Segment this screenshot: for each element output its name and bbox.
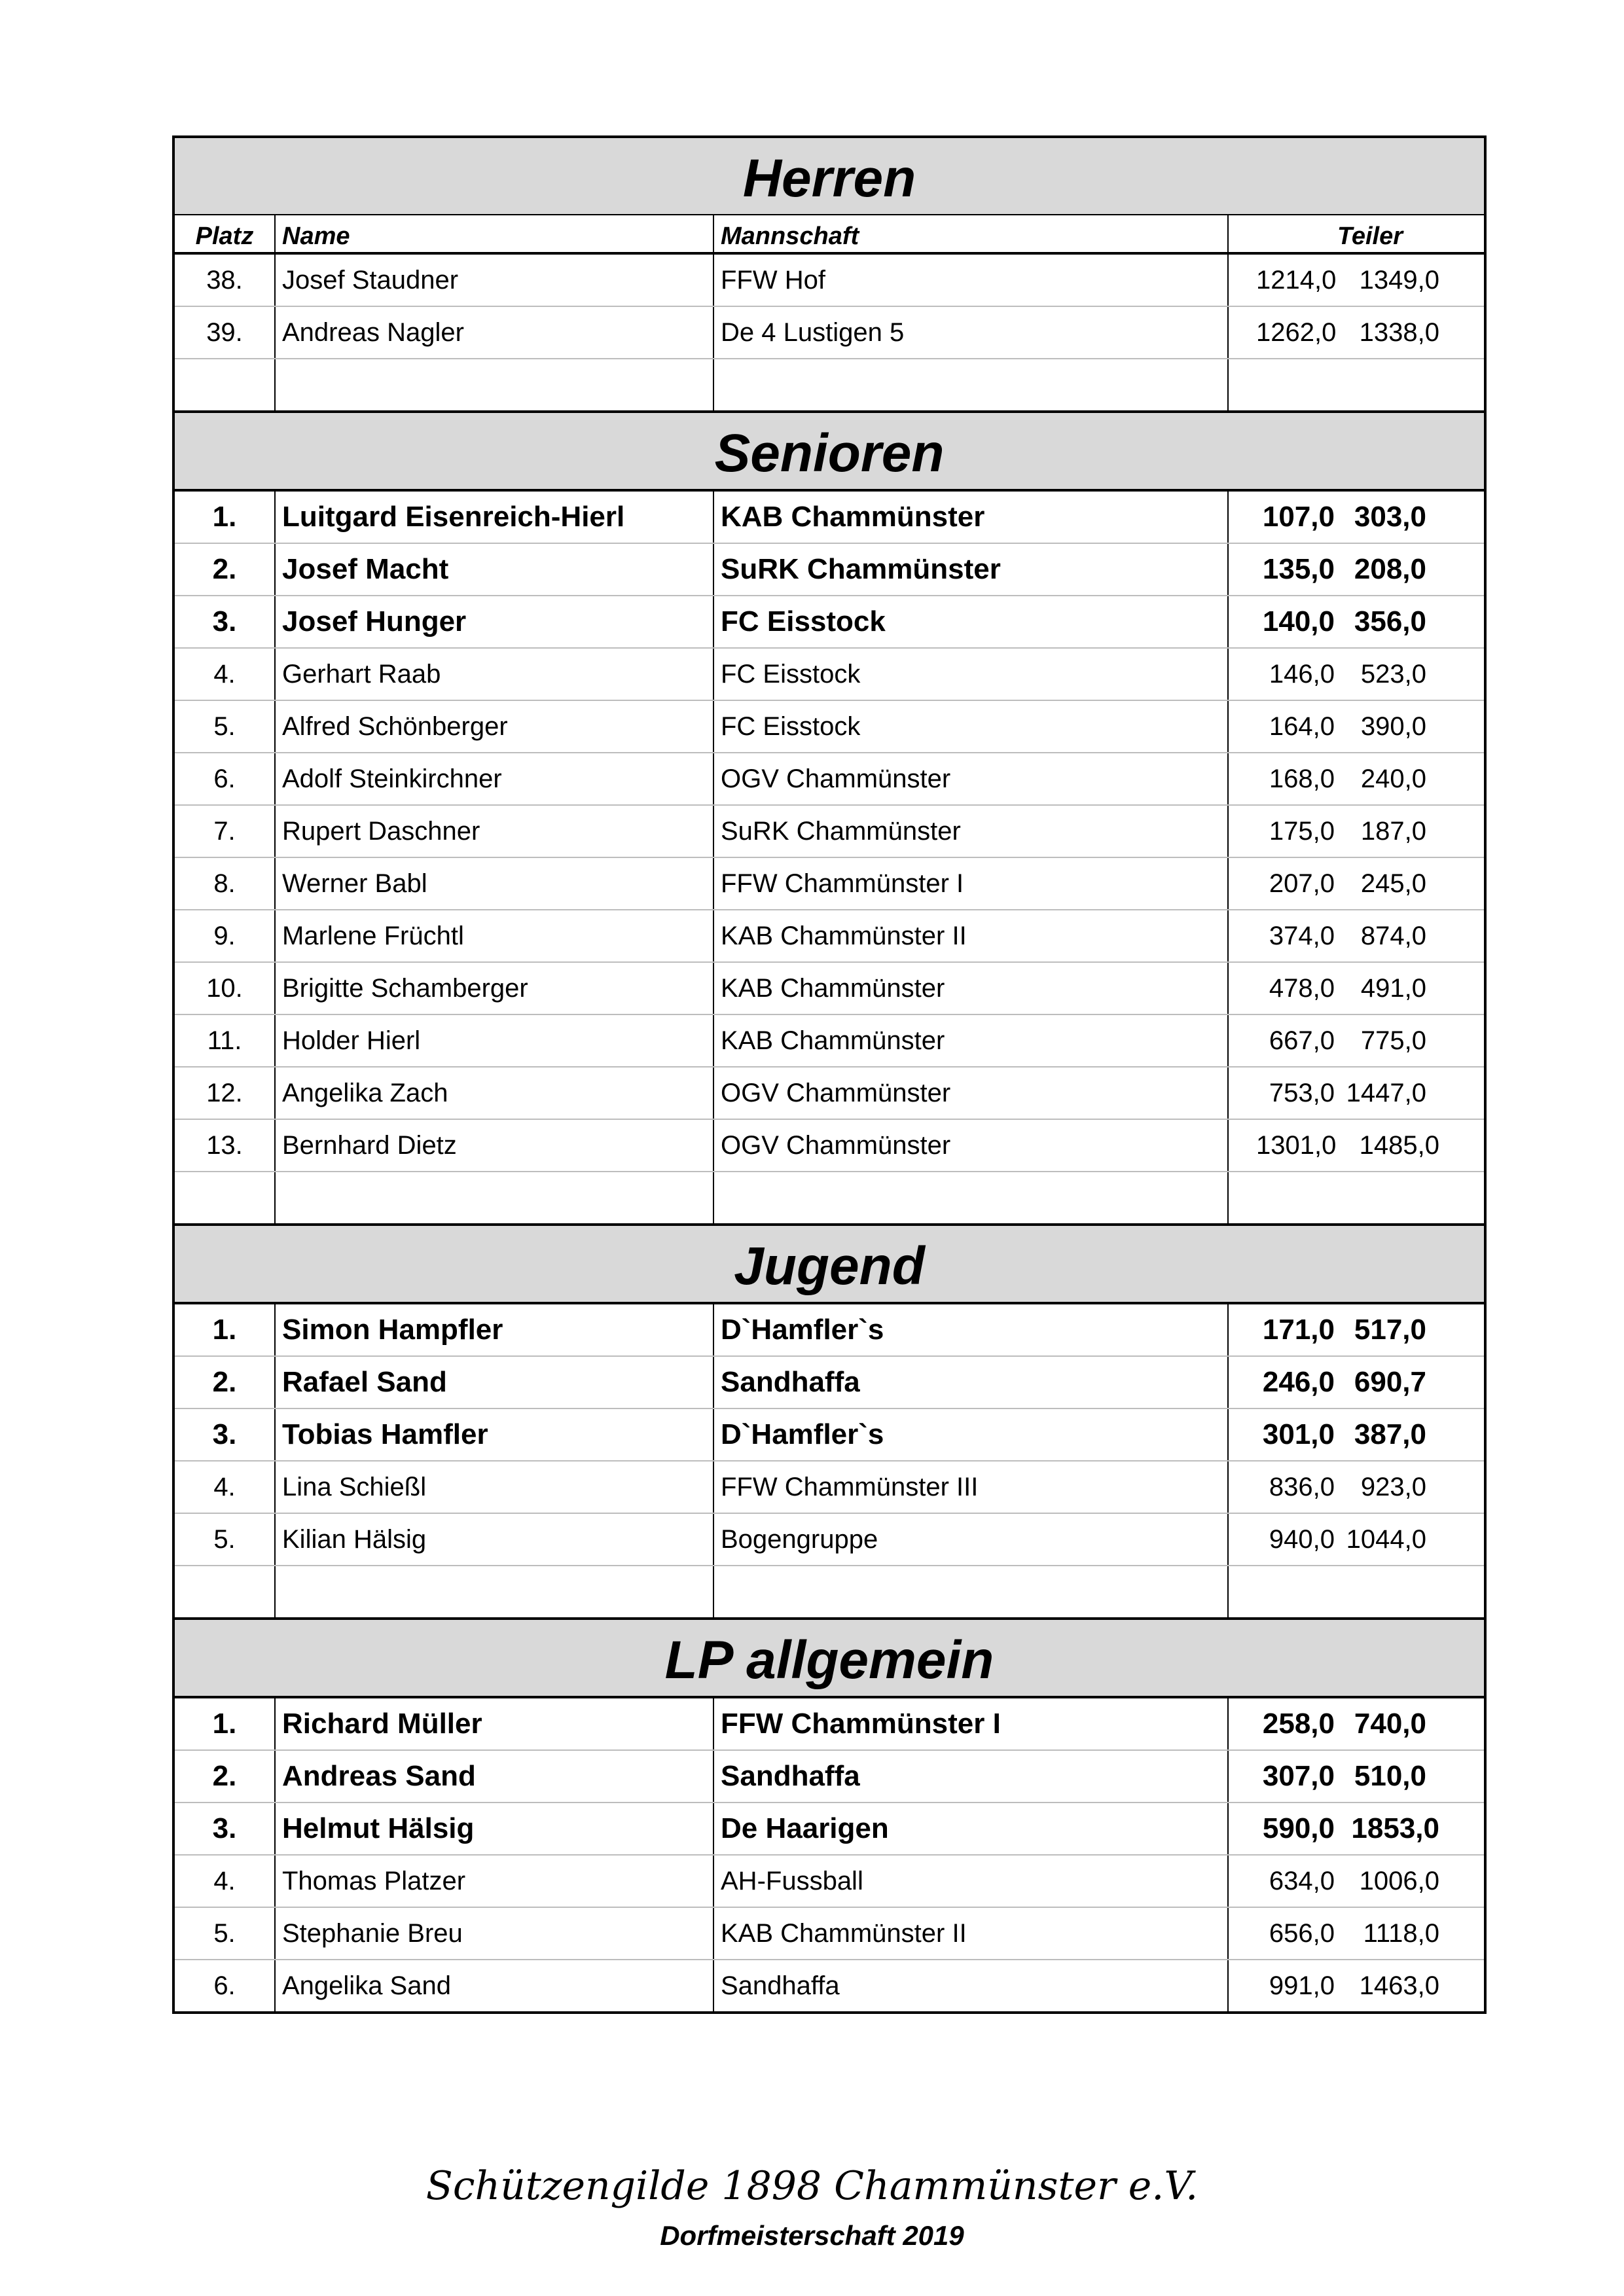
teiler-2: 517,0 bbox=[1354, 1314, 1426, 1346]
spacer-row bbox=[173, 359, 1485, 412]
table-row bbox=[173, 1356, 1485, 1408]
table-row bbox=[173, 306, 1485, 359]
teiler-1: 307,0 bbox=[1262, 1760, 1335, 1792]
teiler-cell bbox=[1228, 306, 1485, 359]
table-row bbox=[173, 596, 1485, 648]
teiler-2: 356,0 bbox=[1354, 605, 1426, 637]
section-title-row bbox=[173, 412, 1485, 490]
name-cell: Werner Babl bbox=[275, 857, 713, 910]
teiler-1: 146,0 bbox=[1269, 659, 1335, 689]
teiler-1: 171,0 bbox=[1262, 1314, 1335, 1346]
results-table bbox=[172, 135, 1487, 2014]
table-row bbox=[173, 1960, 1485, 2013]
teiler-cell bbox=[1228, 910, 1485, 962]
team-cell: AH-Fussball bbox=[713, 1855, 1228, 1907]
platz-cell: 4. bbox=[173, 648, 275, 700]
teiler-2: 1338,0 bbox=[1359, 317, 1439, 347]
team-cell: De 4 Lustigen 5 bbox=[713, 306, 1228, 359]
teiler-cell bbox=[1228, 543, 1485, 596]
teiler-cell bbox=[1228, 1750, 1485, 1803]
teiler-cell bbox=[1228, 805, 1485, 857]
team-cell: FC Eisstock bbox=[713, 596, 1228, 648]
teiler-2: 1118,0 bbox=[1363, 1918, 1439, 1948]
name-cell: Gerhart Raab bbox=[275, 648, 713, 700]
team-cell: SuRK Chammünster bbox=[713, 543, 1228, 596]
teiler-cell bbox=[1228, 1907, 1485, 1960]
teiler-1: 1214,0 bbox=[1256, 265, 1337, 295]
name-cell: Josef Macht bbox=[275, 543, 713, 596]
section-title-herren: Herren bbox=[173, 137, 1485, 215]
platz-cell: 7. bbox=[173, 805, 275, 857]
teiler-cell bbox=[1228, 857, 1485, 910]
spacer-row bbox=[173, 1172, 1485, 1225]
team-cell: D`Hamfler`s bbox=[713, 1408, 1228, 1461]
table-row bbox=[173, 1408, 1485, 1461]
platz-cell: 39. bbox=[173, 306, 275, 359]
platz-cell: 3. bbox=[173, 1803, 275, 1855]
name-cell: Andreas Sand bbox=[275, 1750, 713, 1803]
teiler-cell bbox=[1228, 490, 1485, 543]
team-cell: Bogengruppe bbox=[713, 1513, 1228, 1566]
teiler-cell bbox=[1228, 1067, 1485, 1119]
name-cell: Simon Hampfler bbox=[275, 1303, 713, 1356]
platz-cell: 1. bbox=[173, 1303, 275, 1356]
name-cell: Helmut Hälsig bbox=[275, 1803, 713, 1855]
spacer-row bbox=[173, 1566, 1485, 1619]
table-row bbox=[173, 1750, 1485, 1803]
teiler-2: 1006,0 bbox=[1359, 1866, 1439, 1895]
teiler-1: 1262,0 bbox=[1256, 317, 1337, 347]
platz-cell: 11. bbox=[173, 1014, 275, 1067]
name-cell: Angelika Zach bbox=[275, 1067, 713, 1119]
teiler-cell bbox=[1228, 1513, 1485, 1566]
teiler-cell bbox=[1228, 1461, 1485, 1513]
name-cell: Holder Hierl bbox=[275, 1014, 713, 1067]
teiler-2: 923,0 bbox=[1360, 1472, 1426, 1501]
section-title-row bbox=[173, 1619, 1485, 1697]
teiler-1: 258,0 bbox=[1262, 1708, 1335, 1740]
team-cell: OGV Chammünster bbox=[713, 753, 1228, 805]
name-cell: Thomas Platzer bbox=[275, 1855, 713, 1907]
table-row bbox=[173, 805, 1485, 857]
team-cell: FFW Chammünster III bbox=[713, 1461, 1228, 1513]
teiler-cell bbox=[1228, 753, 1485, 805]
teiler-2: 1349,0 bbox=[1359, 265, 1439, 295]
name-cell: Andreas Nagler bbox=[275, 306, 713, 359]
column-header-row bbox=[173, 215, 1485, 253]
platz-cell: 3. bbox=[173, 1408, 275, 1461]
team-cell: OGV Chammünster bbox=[713, 1067, 1228, 1119]
teiler-2: 690,7 bbox=[1354, 1366, 1426, 1398]
name-cell: Bernhard Dietz bbox=[275, 1119, 713, 1172]
teiler-1: 168,0 bbox=[1269, 764, 1335, 793]
teiler-1: 991,0 bbox=[1269, 1971, 1335, 2000]
teiler-cell bbox=[1228, 253, 1485, 306]
platz-cell: 3. bbox=[173, 596, 275, 648]
section-title-lp-allgemein: LP allgemein bbox=[173, 1619, 1485, 1697]
platz-cell: 13. bbox=[173, 1119, 275, 1172]
teiler-2: 245,0 bbox=[1360, 869, 1426, 898]
platz-cell: 2. bbox=[173, 1750, 275, 1803]
platz-cell: 1. bbox=[173, 490, 275, 543]
teiler-2: 208,0 bbox=[1354, 553, 1426, 585]
teiler-cell bbox=[1228, 1014, 1485, 1067]
teiler-1: 140,0 bbox=[1262, 605, 1335, 637]
team-cell: SuRK Chammünster bbox=[713, 805, 1228, 857]
table-row bbox=[173, 1461, 1485, 1513]
teiler-1: 107,0 bbox=[1262, 501, 1335, 533]
platz-cell: 8. bbox=[173, 857, 275, 910]
platz-cell: 4. bbox=[173, 1855, 275, 1907]
teiler-1: 656,0 bbox=[1269, 1918, 1335, 1948]
platz-cell: 4. bbox=[173, 1461, 275, 1513]
teiler-2: 1463,0 bbox=[1359, 1971, 1439, 2000]
teiler-1: 836,0 bbox=[1269, 1472, 1335, 1501]
name-cell: Tobias Hamfler bbox=[275, 1408, 713, 1461]
teiler-2: 874,0 bbox=[1360, 921, 1426, 950]
teiler-1: 164,0 bbox=[1269, 711, 1335, 741]
teiler-2: 1853,0 bbox=[1351, 1812, 1439, 1844]
teiler-cell bbox=[1228, 1960, 1485, 2013]
teiler-cell bbox=[1228, 1408, 1485, 1461]
teiler-cell bbox=[1228, 1119, 1485, 1172]
platz-cell: 6. bbox=[173, 753, 275, 805]
name-cell: Alfred Schönberger bbox=[275, 700, 713, 753]
team-cell: Sandhaffa bbox=[713, 1356, 1228, 1408]
team-cell: De Haarigen bbox=[713, 1803, 1228, 1855]
section-title-jugend: Jugend bbox=[173, 1225, 1485, 1303]
teiler-2: 240,0 bbox=[1360, 764, 1426, 793]
platz-cell: 1. bbox=[173, 1697, 275, 1750]
teiler-2: 491,0 bbox=[1360, 973, 1426, 1003]
teiler-1: 135,0 bbox=[1262, 553, 1335, 585]
teiler-1: 1301,0 bbox=[1256, 1130, 1337, 1160]
section-title-row bbox=[173, 137, 1485, 215]
platz-cell: 9. bbox=[173, 910, 275, 962]
table-row bbox=[173, 962, 1485, 1014]
table-row bbox=[173, 700, 1485, 753]
name-cell: Luitgard Eisenreich-Hierl bbox=[275, 490, 713, 543]
teiler-1: 478,0 bbox=[1269, 973, 1335, 1003]
teiler-1: 753,0 bbox=[1269, 1078, 1335, 1107]
platz-cell: 6. bbox=[173, 1960, 275, 2013]
teiler-2: 387,0 bbox=[1354, 1418, 1426, 1450]
team-cell: KAB Chammünster II bbox=[713, 1907, 1228, 1960]
name-cell: Josef Hunger bbox=[275, 596, 713, 648]
platz-cell: 38. bbox=[173, 253, 275, 306]
section-title-senioren: Senioren bbox=[173, 412, 1485, 490]
platz-cell: 10. bbox=[173, 962, 275, 1014]
teiler-1: 207,0 bbox=[1269, 869, 1335, 898]
footer-title: Dorfmeisterschaft 2019 bbox=[660, 2220, 964, 2251]
teiler-cell bbox=[1228, 1803, 1485, 1855]
team-cell: FFW Chammünster I bbox=[713, 857, 1228, 910]
teiler-1: 301,0 bbox=[1262, 1418, 1335, 1450]
teiler-1: 374,0 bbox=[1269, 921, 1335, 950]
name-cell: Brigitte Schamberger bbox=[275, 962, 713, 1014]
teiler-cell bbox=[1228, 962, 1485, 1014]
teiler-cell bbox=[1228, 648, 1485, 700]
teiler-1: 246,0 bbox=[1262, 1366, 1335, 1398]
column-header-platz: Platz bbox=[173, 215, 275, 253]
name-cell: Josef Staudner bbox=[275, 253, 713, 306]
teiler-1: 590,0 bbox=[1262, 1812, 1335, 1844]
table-row bbox=[173, 1014, 1485, 1067]
team-cell: D`Hamfler`s bbox=[713, 1303, 1228, 1356]
platz-cell: 5. bbox=[173, 1907, 275, 1960]
teiler-2: 775,0 bbox=[1360, 1026, 1426, 1055]
table-row bbox=[173, 857, 1485, 910]
platz-cell: 5. bbox=[173, 1513, 275, 1566]
team-cell: FFW Chammünster I bbox=[713, 1697, 1228, 1750]
teiler-cell bbox=[1228, 596, 1485, 648]
team-cell: KAB Chammünster bbox=[713, 1014, 1228, 1067]
team-cell: FFW Hof bbox=[713, 253, 1228, 306]
table-row bbox=[173, 1855, 1485, 1907]
column-header-teiler: Teiler bbox=[1228, 215, 1485, 253]
table-row bbox=[173, 1119, 1485, 1172]
team-cell: Sandhaffa bbox=[713, 1960, 1228, 2013]
column-header-team: Mannschaft bbox=[713, 215, 1228, 253]
name-cell: Richard Müller bbox=[275, 1697, 713, 1750]
team-cell: OGV Chammünster bbox=[713, 1119, 1228, 1172]
teiler-2: 390,0 bbox=[1360, 711, 1426, 741]
name-cell: Angelika Sand bbox=[275, 1960, 713, 2013]
teiler-1: 175,0 bbox=[1269, 816, 1335, 846]
table-row bbox=[173, 910, 1485, 962]
table-row bbox=[173, 1907, 1485, 1960]
table-row bbox=[173, 753, 1485, 805]
table-row bbox=[173, 648, 1485, 700]
platz-cell: 5. bbox=[173, 700, 275, 753]
platz-cell: 2. bbox=[173, 543, 275, 596]
name-cell: Marlene Früchtl bbox=[275, 910, 713, 962]
name-cell: Adolf Steinkirchner bbox=[275, 753, 713, 805]
teiler-cell bbox=[1228, 1855, 1485, 1907]
teiler-1: 634,0 bbox=[1269, 1866, 1335, 1895]
team-cell: Sandhaffa bbox=[713, 1750, 1228, 1803]
team-cell: FC Eisstock bbox=[713, 700, 1228, 753]
table-row bbox=[173, 1803, 1485, 1855]
teiler-2: 740,0 bbox=[1354, 1708, 1426, 1740]
teiler-cell bbox=[1228, 700, 1485, 753]
section-title-row bbox=[173, 1225, 1485, 1303]
teiler-1: 940,0 bbox=[1269, 1524, 1335, 1554]
teiler-2: 1485,0 bbox=[1359, 1130, 1439, 1160]
table-row bbox=[173, 1067, 1485, 1119]
name-cell: Rupert Daschner bbox=[275, 805, 713, 857]
column-header-name: Name bbox=[275, 215, 713, 253]
name-cell: Lina Schießl bbox=[275, 1461, 713, 1513]
table-row bbox=[173, 253, 1485, 306]
team-cell: FC Eisstock bbox=[713, 648, 1228, 700]
table-row bbox=[173, 1513, 1485, 1566]
teiler-2: 523,0 bbox=[1360, 659, 1426, 689]
teiler-cell bbox=[1228, 1303, 1485, 1356]
teiler-cell bbox=[1228, 1356, 1485, 1408]
teiler-2: 510,0 bbox=[1354, 1760, 1426, 1792]
name-cell: Kilian Hälsig bbox=[275, 1513, 713, 1566]
teiler-2: 187,0 bbox=[1360, 816, 1426, 846]
name-cell: Rafael Sand bbox=[275, 1356, 713, 1408]
teiler-2: 303,0 bbox=[1354, 501, 1426, 533]
table-row bbox=[173, 490, 1485, 543]
teiler-2: 1044,0 bbox=[1346, 1524, 1426, 1554]
team-cell: KAB Chammünster II bbox=[713, 910, 1228, 962]
team-cell: KAB Chammünster bbox=[713, 962, 1228, 1014]
teiler-1: 667,0 bbox=[1269, 1026, 1335, 1055]
platz-cell: 12. bbox=[173, 1067, 275, 1119]
footer-club-name: Schützengilde 1898 Chammünster e.V. bbox=[425, 2163, 1199, 2209]
teiler-cell bbox=[1228, 1697, 1485, 1750]
table-row bbox=[173, 1697, 1485, 1750]
table-row bbox=[173, 543, 1485, 596]
name-cell: Stephanie Breu bbox=[275, 1907, 713, 1960]
table-row bbox=[173, 1303, 1485, 1356]
teiler-2: 1447,0 bbox=[1346, 1078, 1426, 1107]
platz-cell: 2. bbox=[173, 1356, 275, 1408]
team-cell: KAB Chammünster bbox=[713, 490, 1228, 543]
